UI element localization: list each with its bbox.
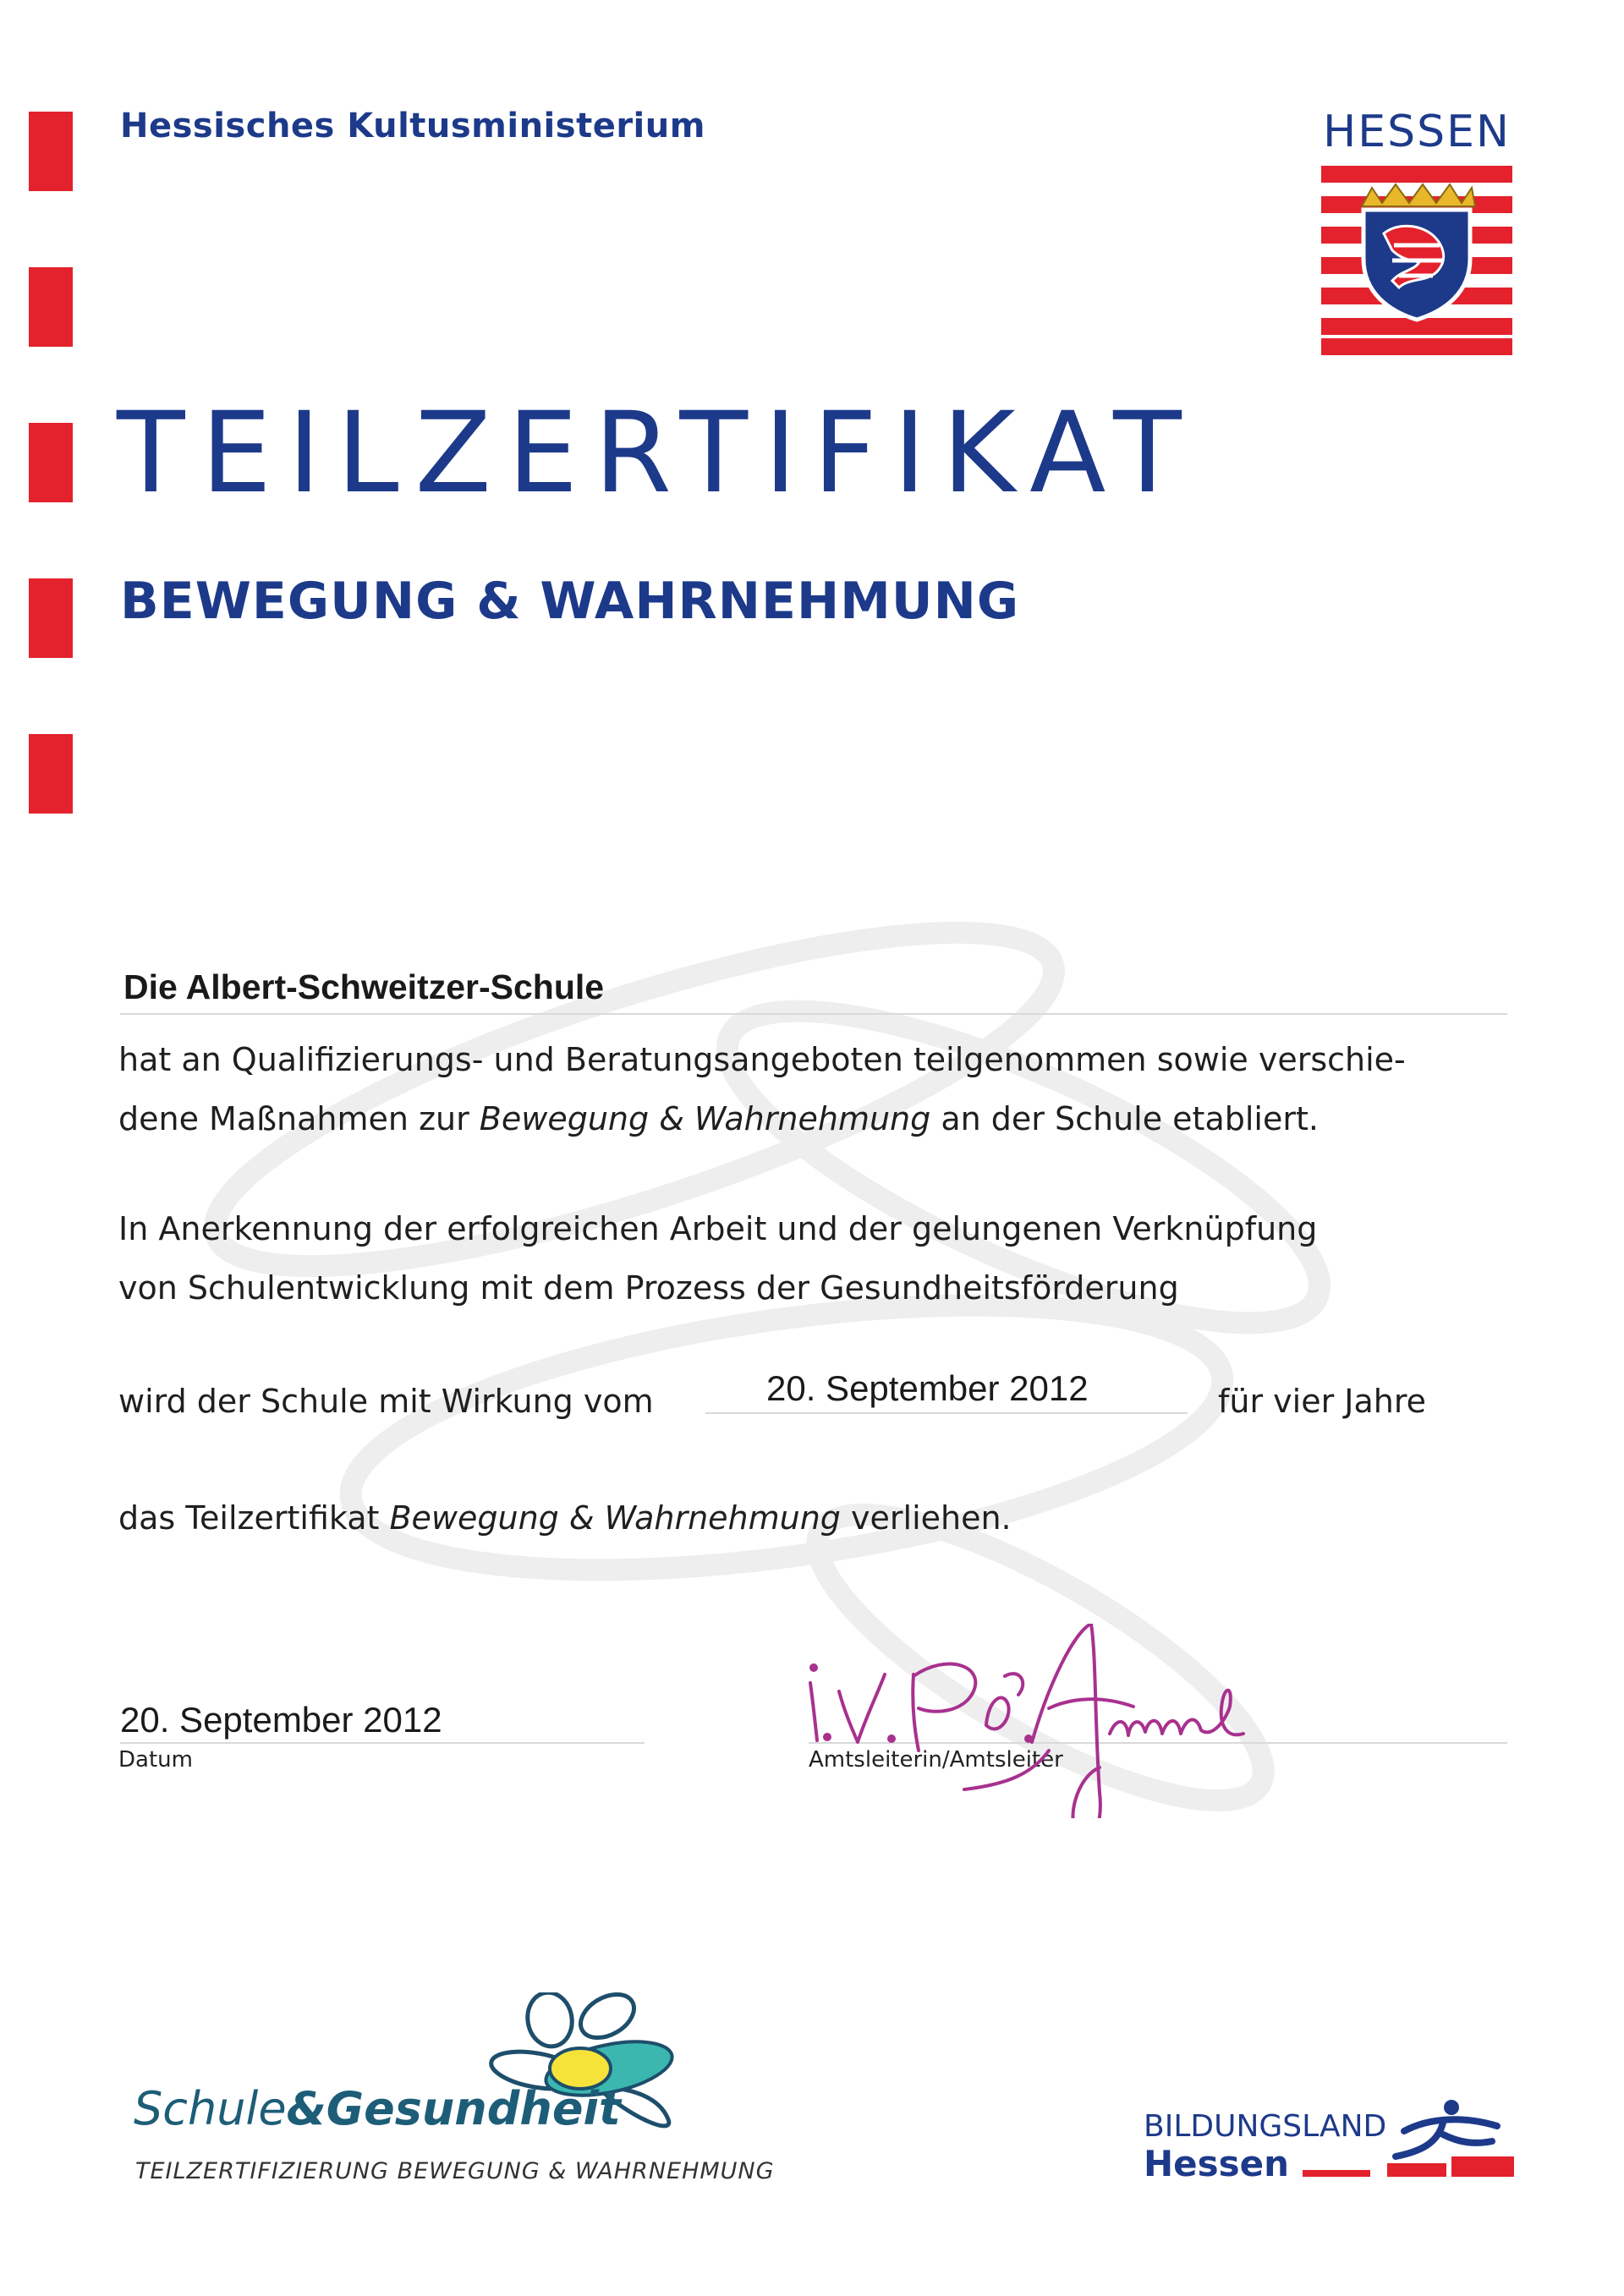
certificate-subtitle: BEWEGUNG & WAHRNEHMUNG [120, 572, 1020, 631]
red-bar-3 [29, 423, 73, 502]
award-text [118, 1488, 1012, 1548]
paragraph-2-line-2: von Schulentwicklung mit dem Prozess der Gesundheitsförderung [118, 1269, 1179, 1307]
schule-gesundheit-logo-text [134, 2082, 621, 2135]
date-line [120, 1742, 645, 1744]
award-text-italic: Bewegung & Wahrnehmung [389, 1499, 841, 1537]
award-text-post: verliehen. [840, 1499, 1012, 1537]
bildungsland-line-1: BILDUNGSLAND [1144, 2109, 1387, 2144]
red-bar-5 [29, 734, 73, 814]
date-label: Datum [118, 1747, 193, 1773]
red-bar-4 [29, 578, 73, 658]
ministry-name: Hessisches Kultusministerium [120, 107, 705, 145]
logo-word-1: Schule [134, 2082, 287, 2135]
state-name: HESSEN [1323, 107, 1511, 157]
paragraph-1-line-1: hat an Qualifizierungs- und Beratungsangeboten teilgenommen sowie verschie- [118, 1041, 1406, 1078]
paragraph-2-line-1: In Anerkennung der erfolgreichen Arbeit und der gelungenen Verknüpfung [118, 1210, 1318, 1247]
validity-date-line [705, 1412, 1188, 1414]
logo-amp: & [286, 2082, 326, 2135]
award-text-pre: das Teilzertifikat [118, 1499, 390, 1537]
school-name-line [120, 1013, 1507, 1015]
validity-date: 20. September 2012 [766, 1368, 1089, 1408]
logo-subtitle: TEILZERTIFIZIERUNG BEWEGUNG & WAHRNEHMUNG [135, 2158, 775, 2184]
red-bar-2 [29, 267, 73, 347]
school-name: Die Albert-Schweitzer-Schule [123, 967, 605, 1006]
bildungsland-figure-icon [1294, 2097, 1514, 2190]
handwritten-signature [795, 1624, 1336, 1818]
paragraph-1-end: an der Schule etabliert. [930, 1100, 1319, 1137]
issue-date: 20. September 2012 [120, 1700, 442, 1740]
paragraph-1-line-2 [118, 1089, 1319, 1148]
certificate-title: TEILZERTIFIKAT [117, 388, 1198, 518]
paragraph-1-text: dene Maßnahmen zur [118, 1100, 480, 1137]
official-label: Amtsleiterin/Amtsleiter [809, 1747, 1063, 1773]
validity-duration: für vier Jahre [1218, 1383, 1427, 1420]
hessen-crest-icon [1321, 166, 1512, 355]
bildungsland-line-2: Hessen [1144, 2143, 1290, 2184]
red-bar-1 [29, 112, 73, 191]
validity-text: wird der Schule mit Wirkung vom [118, 1383, 654, 1420]
flower-logo-icon [134, 1992, 726, 2162]
paragraph-1-italic: Bewegung & Wahrnehmung [479, 1100, 931, 1137]
logo-word-2: Gesundheit [326, 2082, 621, 2135]
